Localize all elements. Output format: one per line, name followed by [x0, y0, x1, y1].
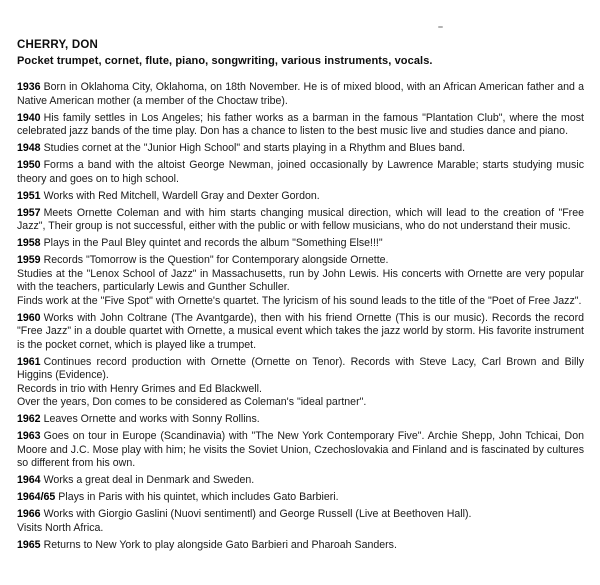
bio-entry-1960: [17, 312, 584, 353]
bio-entry-1951: [17, 190, 584, 204]
bio-entry-1940: [17, 112, 584, 139]
entry-year: 1959: [17, 254, 41, 266]
entry-paragraph: [17, 159, 584, 186]
entry-year: 1940: [17, 111, 41, 124]
bio-entry-1957: [17, 207, 584, 234]
entry-paragraph: [17, 474, 584, 488]
entry-year: 1958: [17, 237, 41, 249]
bio-entry-1948: [17, 142, 584, 156]
entry-paragraph: [17, 430, 584, 471]
entry-text: Forms a band with the altoist George Newman, joined occasionally by Lawrence Marable; starts studying music theory and goes on to high school.: [17, 159, 584, 185]
entry-year: 1963: [17, 430, 41, 442]
bio-entry-1959: [17, 254, 584, 308]
entry-text: Plays in the Paul Bley quintet and records the album "Something Else!!!": [43, 237, 383, 249]
page-title: CHERRY, DON: [17, 39, 99, 51]
bio-entry-1936: [17, 81, 584, 108]
bio-entry-1964-65: [17, 491, 584, 505]
entry-text: Born in Oklahoma City, Oklahoma, on 18th November. He is of mixed blood, with an African American father and a Native American mother (a member of the Choctaw tribe).: [17, 81, 584, 107]
entry-paragraph: [17, 237, 584, 251]
entry-year: 1948: [17, 142, 41, 154]
entry-paragraph-continuation: Records in trio with Henry Grimes and Ed Blackwell.: [17, 382, 262, 395]
entry-text: Leaves Ornette and works with Sonny Rollins.: [43, 413, 260, 425]
entry-paragraph: [17, 539, 584, 553]
bio-entry-1950: [17, 159, 584, 186]
entry-paragraph-continuation: Visits North Africa.: [17, 521, 104, 534]
entry-year: 1936: [17, 81, 41, 93]
biography-entries: [17, 81, 584, 552]
bio-entry-1961: [17, 356, 584, 410]
entry-year: 1962: [17, 413, 41, 425]
entry-paragraph: [17, 254, 584, 268]
entry-text: Returns to New York to play alongside Gato Barbieri and Pharoah Sanders.: [43, 538, 397, 551]
entry-text: Works a great deal in Denmark and Sweden.: [43, 474, 255, 486]
page-subtitle: Pocket trumpet, cornet, flute, piano, songwriting, various instruments, vocals.: [17, 55, 433, 67]
entry-year: 1966: [17, 508, 41, 520]
entry-year: 1951: [17, 189, 41, 202]
entry-paragraph-continuation: Finds work at the "Five Spot" with Ornette's quartet. The lyricism of his sound leads to the title of the "Poet of Free Jazz".: [17, 294, 582, 307]
entry-paragraph: [17, 508, 584, 522]
entry-paragraph: [17, 190, 584, 204]
entry-paragraph: [17, 491, 584, 505]
entry-text: Works with Red Mitchell, Wardell Gray and Dexter Gordon.: [43, 189, 320, 202]
entry-text: Works with John Coltrane (The Avantgarde), then with his friend Ornette (This is our music). Records the record "Free Jazz" in a double quartet with Ornette, a musical event which takes the jazz world by storm. His favorite instrument is the pocket cornet, which is played like a trumpet.: [17, 311, 584, 351]
entry-paragraph: [17, 207, 584, 234]
entry-text: Plays in Paris with his quintet, which includes Gato Barbieri.: [58, 491, 339, 503]
entry-paragraph: [17, 142, 584, 156]
bio-entry-1958: [17, 237, 584, 251]
entry-paragraph: [17, 81, 584, 108]
entry-paragraph: [17, 356, 584, 383]
scan-speck-artifact: [438, 26, 443, 28]
entry-text: Works with Giorgio Gaslini (Nuovi sentimentl) and George Russell (Live at Beethoven Hall).: [43, 508, 472, 520]
entry-text: Meets Ornette Coleman and with him starts changing musical direction, which will lead to the creation of "Free Jazz", Their group is not successful, either with the public or with fellow musicians, who do not understand their music.: [17, 206, 584, 232]
entry-text: Goes on tour in Europe (Scandinavia) with "The New York Contemporary Five". Archie Shepp, John Tchicai, Don Moore and J.C. Mose play with him; he visits the Soviet Union, Czechoslovakia and Finland and is fascinated by cultures so different from his own.: [17, 430, 584, 469]
entry-year: 1961: [17, 355, 41, 368]
entry-text: Records "Tomorrow is the Question" for Contemporary alongside Ornette.: [43, 254, 389, 266]
entry-year: 1950: [17, 159, 41, 171]
entry-year: 1964/65: [17, 491, 56, 503]
bio-entry-1962: [17, 413, 584, 427]
bio-entry-1965: [17, 539, 584, 553]
bio-entry-1963: [17, 430, 584, 471]
entry-year: 1957: [17, 206, 41, 219]
entry-paragraph: [17, 112, 584, 139]
bio-entry-1964: [17, 474, 584, 488]
page-content: [17, 38, 584, 556]
entry-text: His family settles in Los Angeles; his father works as a barman in the famous "Plantation Club", where the most celebrated jazz bands of the time play. Don has a chance to listen to the best music live and studies dance and piano.: [17, 111, 584, 137]
entry-paragraph-continuation: Studies at the "Lenox School of Jazz" in Massachusetts, run by John Lewis. His concerts with Ornette are very popular with the teachers, particularly Lewis and Gunther Schuller.: [17, 267, 584, 293]
entry-year: 1964: [17, 474, 41, 486]
entry-year: 1960: [17, 311, 41, 324]
entry-paragraph-continuation: Over the years, Don comes to be considered as Coleman's "ideal partner".: [17, 396, 367, 408]
entry-paragraph: [17, 312, 584, 353]
entry-text: Continues record production with Ornette (Ornette on Tenor). Records with Steve Lacy, Carl Brown and Billy Higgins (Evidence).: [17, 355, 584, 381]
entry-paragraph: [17, 413, 584, 427]
bio-entry-1966: [17, 508, 584, 535]
entry-text: Studies cornet at the "Junior High School" and starts playing in a Rhythm and Blues band.: [43, 142, 466, 154]
entry-year: 1965: [17, 538, 41, 551]
